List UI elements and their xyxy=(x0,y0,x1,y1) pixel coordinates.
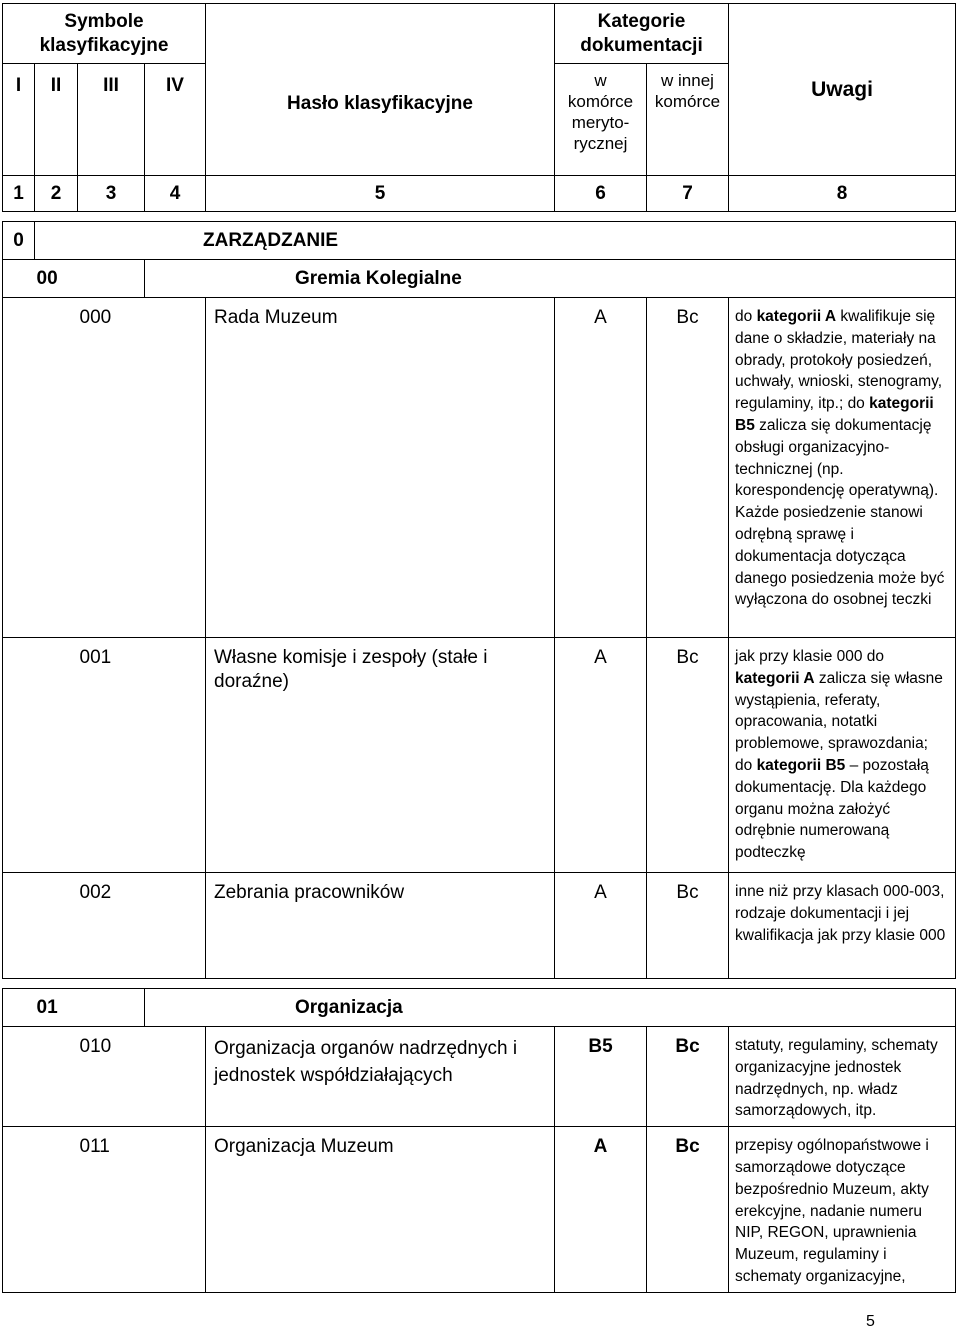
class-name: Organizacja xyxy=(145,989,956,1027)
level-ii-header: II xyxy=(35,64,78,176)
category-main: A xyxy=(555,638,647,873)
table-row xyxy=(3,1127,956,1293)
w-innej-header: w innej komórce xyxy=(647,64,729,176)
category-main: A xyxy=(555,873,647,979)
category-other: Bc xyxy=(647,298,729,638)
category-main: A xyxy=(555,1127,647,1293)
symbols-header: Symbole klasyfikacyjne xyxy=(3,4,206,64)
col-num-4: 4 xyxy=(145,176,206,212)
table-row xyxy=(3,873,956,979)
class-code: 00 xyxy=(35,260,145,298)
class-code: 000 xyxy=(78,298,206,638)
class-code: 002 xyxy=(78,873,206,979)
table-row xyxy=(3,638,956,873)
col-num-8: 8 xyxy=(729,176,956,212)
remarks: do kategorii A kwalifikuje się dane o składzie, materiały na obrady, protokoły posiedzeń, uchwały, wnioski, stenogramy, regulaminy, itp.; do kategorii B5 zalicza się dokumentację obsługi organizacyjno-technicznej (np. korespondencję operatywną). Każde posiedzenie stanowi odrębną sprawę i dokumentacja dotycząca danego posiedzenia może być wyłączona do osobnej teczki xyxy=(729,298,956,638)
class-code: 0 xyxy=(3,222,35,260)
category-other: Bc xyxy=(647,873,729,979)
class-code: 011 xyxy=(78,1127,206,1293)
class-name: ZARZĄDZANIE xyxy=(35,222,956,260)
col-num-6: 6 xyxy=(555,176,647,212)
category-main: B5 xyxy=(555,1027,647,1127)
class-name: Gremia Kolegialne xyxy=(145,260,956,298)
table-row xyxy=(3,298,956,638)
class-name: Organizacja organów nadrzędnych i jednostek współdziałających xyxy=(206,1027,555,1127)
class-name: Organizacja Muzeum xyxy=(206,1127,555,1293)
class-code: 01 xyxy=(35,989,145,1027)
class-code: 010 xyxy=(78,1027,206,1127)
class-name: Zebrania pracowników xyxy=(206,873,555,979)
remarks: inne niż przy klasach 000-003, rodzaje dokumentacji i jej kwalifikacja jak przy klasie 000 xyxy=(729,873,956,979)
col-num-7: 7 xyxy=(647,176,729,212)
level-i-header: I xyxy=(3,64,35,176)
w-komorce-header: w komórce meryto- rycznej xyxy=(555,64,647,176)
category-other: Bc xyxy=(647,638,729,873)
table-row xyxy=(3,989,956,1027)
table-row xyxy=(3,260,956,298)
remarks: jak przy klasie 000 do kategorii A zalicza się własne wystąpienia, referaty, opracowania, notatki problemowe, sprawozdania; do kategorii B5 – pozostałą dokumentację. Dla każdego organu można założyć odrębnie numerowaną podteczkę xyxy=(729,638,956,873)
table-row xyxy=(3,222,956,260)
remarks: statuty, regulaminy, schematy organizacyjne jednostek nadrzędnych, np. władz samorządowych, itp. xyxy=(729,1027,956,1127)
categories-header: Kategorie dokumentacji xyxy=(555,4,729,64)
remarks: przepisy ogólnopaństwowe i samorządowe dotyczące bezpośrednio Muzeum, akty erekcyjne, nadanie numeru NIP, REGON, uprawnienia Muzeum, regulaminy i schematy organizacyjne, xyxy=(729,1127,956,1293)
uwagi-header: Uwagi xyxy=(729,4,956,176)
category-main: A xyxy=(555,298,647,638)
col-num-1: 1 xyxy=(3,176,35,212)
level-iv-header: IV xyxy=(145,64,206,176)
class-code: 001 xyxy=(78,638,206,873)
col-num-2: 2 xyxy=(35,176,78,212)
classification-table xyxy=(2,3,956,1293)
category-other: Bc xyxy=(647,1127,729,1293)
class-name: Własne komisje i zespoły (stałe i doraźne) xyxy=(206,638,555,873)
col-num-5: 5 xyxy=(206,176,555,212)
col-num-3: 3 xyxy=(78,176,145,212)
class-name: Rada Muzeum xyxy=(206,298,555,638)
page-number: 5 xyxy=(866,1313,875,1330)
haslo-header: Hasło klasyfikacyjne xyxy=(206,4,555,176)
table-row xyxy=(3,1027,956,1127)
category-other: Bc xyxy=(647,1027,729,1127)
level-iii-header: III xyxy=(78,64,145,176)
